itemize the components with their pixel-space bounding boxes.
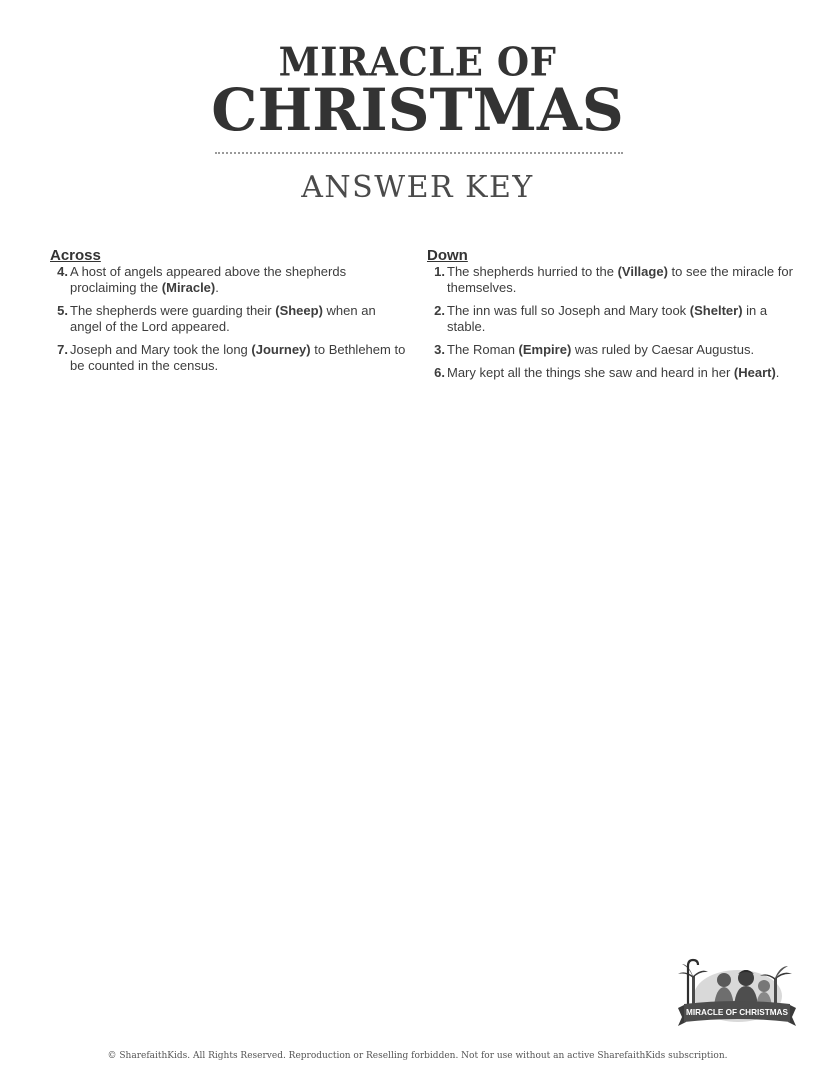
clue-number: 6. [434, 365, 445, 380]
clue-across-4 [50, 264, 410, 296]
across-column [50, 247, 410, 381]
clue-down-6 [427, 365, 797, 381]
clue-down-2 [427, 303, 797, 335]
clue-across-7 [50, 342, 410, 374]
clue-answer: (Sheep) [275, 303, 323, 318]
clue-number: 1. [434, 264, 445, 279]
clue-down-1 [427, 264, 797, 296]
logo-banner [678, 1001, 796, 1026]
clue-text: The inn was full so Joseph and Mary took (Shelter) in a stable. [447, 303, 768, 334]
clue-number: 7. [57, 342, 68, 357]
clue-down-3 [427, 342, 797, 358]
clue-text: The Roman (Empire) was ruled by Caesar Augustus. [447, 342, 755, 357]
clue-answer: (Empire) [518, 342, 572, 357]
clue-number: 5. [57, 303, 68, 318]
clue-number: 3. [434, 342, 445, 357]
dotted-divider [215, 152, 623, 154]
clue-answer: (Heart) [733, 365, 776, 380]
down-heading: Down [427, 247, 468, 264]
down-column [427, 247, 797, 388]
miracle-of-christmas-logo [676, 956, 798, 1038]
clue-answer: (Journey) [251, 342, 311, 357]
clue-across-5 [50, 303, 410, 335]
answer-key-heading: ANSWER KEY [301, 170, 534, 205]
clue-text: Joseph and Mary took the long (Journey) to Bethlehem to be counted in the census. [70, 342, 406, 373]
page-title [0, 38, 835, 144]
across-heading: Across [50, 247, 101, 264]
clue-text: A host of angels appeared above the shepherds proclaiming the (Miracle). [70, 264, 347, 295]
logo-banner-text: MIRACLE OF CHRISTMAS [686, 1008, 788, 1017]
clue-number: 4. [57, 264, 68, 279]
title-line-2: CHRISTMAS [211, 76, 624, 144]
copyright-footer: © SharefaithKids. All Rights Reserved. Reproduction or Reselling forbidden. Not for use without an active SharefaithKids subscription. [107, 1051, 728, 1061]
title-line-1: MIRACLE OF [278, 38, 557, 86]
clue-text: The shepherds were guarding their (Sheep) when an angel of the Lord appeared. [70, 303, 376, 334]
clue-answer: (Village) [617, 264, 668, 279]
clue-answer: (Miracle) [161, 280, 216, 295]
clue-text: Mary kept all the things she saw and heard in her (Heart). [447, 365, 780, 380]
clue-answer: (Shelter) [689, 303, 743, 318]
clue-text: The shepherds hurried to the (Village) to see the miracle for themselves. [447, 264, 793, 295]
clue-number: 2. [434, 303, 445, 318]
